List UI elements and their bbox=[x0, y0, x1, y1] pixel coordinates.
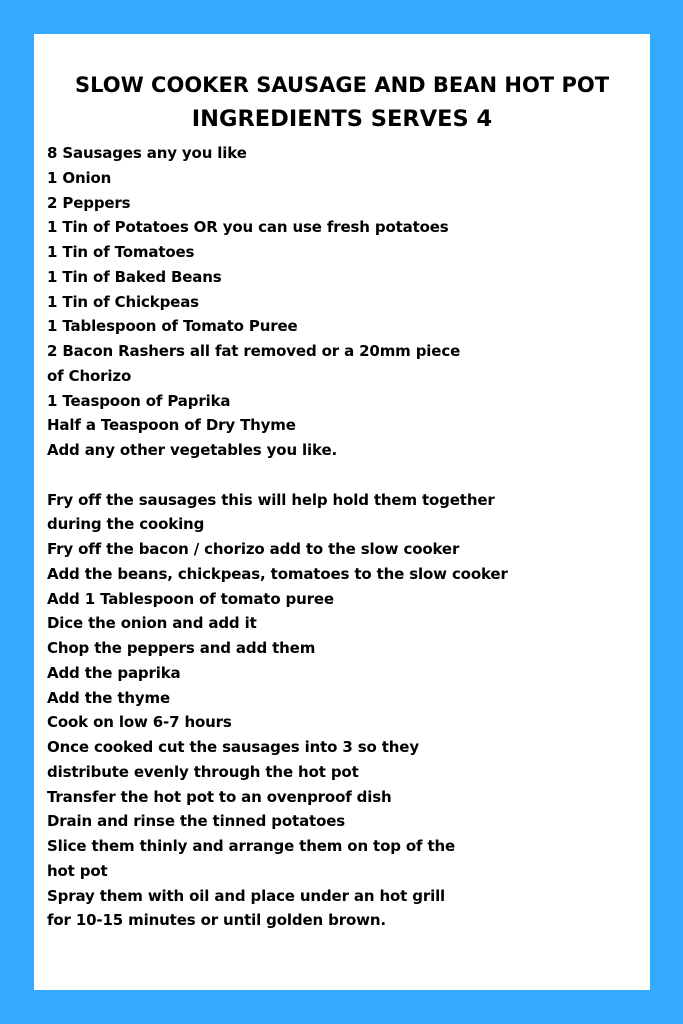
recipe-subtitle: INGREDIENTS SERVES 4 bbox=[191, 106, 493, 132]
method-line: hot pot bbox=[47, 861, 108, 880]
method-line: distribute evenly through the hot pot bbox=[47, 762, 359, 781]
method-line: during the cooking bbox=[47, 515, 205, 534]
method-line: Dice the onion and add it bbox=[47, 614, 257, 633]
method-line: Fry off the sausages this will help hold them together bbox=[47, 490, 495, 509]
section-spacer bbox=[47, 463, 642, 488]
method-line: Once cooked cut the sausages into 3 so they bbox=[47, 738, 419, 756]
ingredient-line: 8 Sausages any you like bbox=[47, 144, 247, 162]
ingredient-line: 1 Tin of Tomatoes bbox=[47, 243, 195, 261]
ingredient-line: 1 Tin of Chickpeas bbox=[47, 292, 199, 311]
method-line: Spray them with oil and place under an hot grill bbox=[47, 886, 446, 905]
method-line: Add 1 Tablespoon of tomato puree bbox=[47, 589, 334, 608]
method-line: for 10-15 minutes or until golden brown. bbox=[47, 911, 386, 930]
ingredient-line: 1 Tin of Baked Beans bbox=[47, 267, 222, 286]
ingredient-line: 1 Teaspoon of Paprika bbox=[47, 391, 231, 410]
method-line: Slice them thinly and arrange them on top of the bbox=[47, 837, 456, 855]
ingredient-line: 2 Peppers bbox=[47, 193, 131, 212]
method-line: Drain and rinse the tinned potatoes bbox=[47, 812, 346, 831]
ingredient-line: 1 Tin of Potatoes OR you can use fresh potatoes bbox=[47, 218, 449, 237]
ingredient-line: 2 Bacon Rashers all fat removed or a 20mm piece bbox=[47, 342, 461, 360]
method-line: Add the thyme bbox=[47, 688, 171, 707]
ingredient-line: of Chorizo bbox=[47, 366, 132, 385]
recipe-title: SLOW COOKER SAUSAGE AND BEAN HOT POT bbox=[74, 73, 610, 97]
method-line: Chop the peppers and add them bbox=[47, 639, 316, 657]
method-line: Add the beans, chickpeas, tomatoes to the slow cooker bbox=[47, 564, 508, 583]
recipe-content bbox=[47, 141, 642, 933]
ingredient-line: Half a Teaspoon of Dry Thyme bbox=[47, 416, 296, 435]
ingredient-line: 1 Tablespoon of Tomato Puree bbox=[47, 317, 298, 336]
method-line: Transfer the hot pot to an ovenproof dish bbox=[47, 787, 392, 806]
recipe-card bbox=[34, 34, 650, 990]
method-line: Fry off the bacon / chorizo add to the slow cooker bbox=[47, 540, 460, 558]
method-line: Cook on low 6-7 hours bbox=[47, 713, 232, 732]
ingredient-line: Add any other vegetables you like. bbox=[47, 441, 338, 459]
ingredient-line: 1 Onion bbox=[47, 168, 112, 187]
method-line: Add the paprika bbox=[47, 663, 181, 682]
